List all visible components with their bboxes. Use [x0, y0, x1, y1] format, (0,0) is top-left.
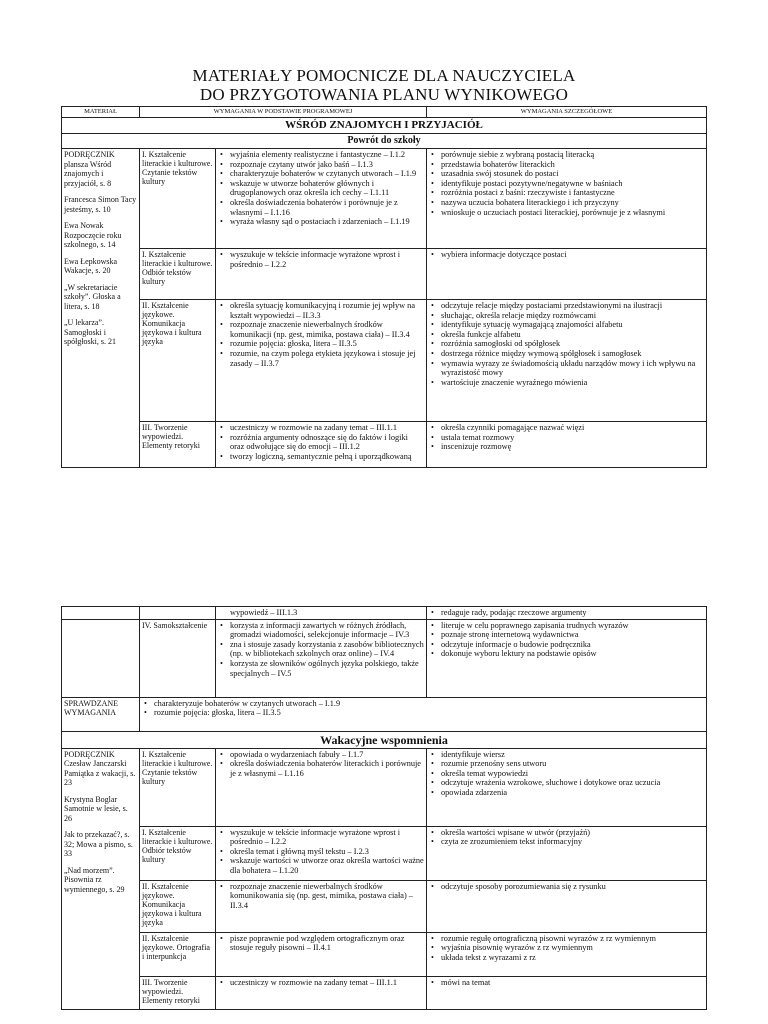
- page-title-line-1: MATERIAŁY POMOCNICZE DLA NAUCZYCIELA: [192, 66, 576, 85]
- material-text: Czesław Janczarski Pamiątka z wakacji, s. 23: [64, 759, 136, 788]
- material-item: [64, 195, 137, 214]
- checked-requirements-label: SPRAWDZANE WYMAGANIA: [62, 697, 140, 731]
- list-item: • odczytuje sposoby porozumiewania się z rysunku: [429, 882, 704, 892]
- list-item: • wyszukuje w tekście informacje wyrażone wprost i pośrednio – I.2.2: [218, 828, 424, 847]
- list-item: • odczytuje relacje między postaciami przedstawionymi na ilustracji: [429, 301, 704, 311]
- program-cell: [216, 748, 427, 826]
- table-row: [62, 932, 707, 976]
- list-item: • charakteryzuje bohaterów w czytanych utworach – I.1.9: [142, 699, 704, 709]
- program-cell-continued: wypowiedź – III.1.3: [216, 607, 427, 620]
- table-row: [62, 619, 707, 697]
- material-text: plansza Wśród znajomych i przyjaciół, s. 8: [64, 159, 112, 188]
- list-item: • rozpoznaje czytany utwór jako baśń – I.1.3: [218, 160, 424, 170]
- category-cell: I. Kształcenie literackie i kulturowe. Czytanie tekstów kultury: [140, 748, 216, 826]
- header-detailed-requirements: WYMAGANIA SZCZEGÓŁOWE: [427, 107, 707, 118]
- list-item: • określa doświadczenia bohaterów i porównuje je z własnymi – I.1.16: [218, 198, 424, 217]
- list-item: • rozpoznaje znaczenie niewerbalnych środków komunikacji (np. gest, mimika, postawa ciała) – II.3.4: [218, 320, 424, 339]
- section-subtitle-row: [62, 134, 707, 149]
- program-cell: [216, 249, 427, 300]
- list-item: • wyjaśnia pisownię wyrazów z rz wymiennym: [429, 943, 704, 953]
- program-cell: [216, 149, 427, 249]
- materials-cell: [62, 748, 140, 1009]
- category-cell: I. Kształcenie literackie i kulturowe. Odbiór tekstów kultury: [140, 826, 216, 880]
- page-title-line-2: DO PRZYGOTOWANIA PLANU WYNIKOWEGO: [199, 85, 569, 104]
- program-cell: [216, 300, 427, 422]
- material-item: [64, 221, 137, 250]
- detailed-cell: [427, 826, 707, 880]
- section-title: WŚRÓD ZNAJOMYCH I PRZYJACIÓŁ: [62, 118, 707, 134]
- material-item: [64, 283, 137, 312]
- detailed-cell: [427, 249, 707, 300]
- section-title-row: [62, 118, 707, 134]
- list-item: • wskazuje wartości w utworze oraz określa wartości ważne dla bohatera – I.1.20: [218, 856, 424, 875]
- list-item: • rozumie pojęcia: głoska, litera – II.3.5: [142, 708, 704, 718]
- list-item: • rozróżnia samogłoski od spółgłosek: [429, 339, 704, 349]
- detailed-cell: [427, 300, 707, 422]
- list-item: • układa tekst z wyrazami z rz: [429, 953, 704, 963]
- detailed-cell: [427, 976, 707, 1009]
- list-item: • wyszukuje w tekście informacje wyrażone wprost i pośrednio – I.2.2: [218, 250, 424, 269]
- material-item: [64, 750, 137, 788]
- detailed-cell: [427, 880, 707, 932]
- material-text: „U lekarza”. Samogłoski i spółgłoski, s. 21: [64, 318, 117, 346]
- list-item: • wybiera informacje dotyczące postaci: [429, 250, 704, 260]
- list-item: • przedstawia bohaterów literackich: [429, 160, 704, 170]
- list-item: • czyta ze zrozumieniem tekst informacyjny: [429, 837, 704, 847]
- list-item: • literuje w celu poprawnego zapisania trudnych wyrazów: [429, 621, 704, 631]
- list-item: • określa wartości wpisane w utwór (przyjaźń): [429, 828, 704, 838]
- detailed-cell: [427, 748, 707, 826]
- materials-cell: [62, 149, 140, 468]
- category-cell: III. Tworzenie wypowiedzi. Elementy retoryki: [140, 976, 216, 1009]
- material-label: PODRĘCZNIK: [64, 150, 115, 159]
- material-item: [64, 150, 137, 188]
- requirements-table-part-2: [61, 606, 707, 1010]
- material-item: [64, 866, 137, 895]
- list-item: • pisze poprawnie pod względem ortograficznym oraz stosuje reguły pisowni – II.4.1: [218, 934, 424, 953]
- category-cell: II. Kształcenie językowe. Komunikacja językowa i kultura języka: [140, 880, 216, 932]
- list-item: • poznaje stronę internetową wydawnictwa: [429, 630, 704, 640]
- list-item: • wartościuje znaczenie wyraźnego mówienia: [429, 378, 704, 388]
- list-item: • porównuje siebie z wybraną postacią literacką: [429, 150, 704, 160]
- list-item: • określa temat wypowiedzi: [429, 769, 704, 779]
- list-item: • rozróżnia argumenty odnoszące się do faktów i logiki oraz odwołujące się do emocji – III.1.2: [218, 433, 424, 452]
- list-item: • wskazuje w utworze bohaterów głównych i drugoplanowych oraz określa ich cechy – I.1.11: [218, 179, 424, 198]
- list-item: • rozpoznaje znaczenie niewerbalnych środków komunikowania się (np. gest, mimika, postawa ciała) – II.3.4: [218, 882, 424, 911]
- list-item: • rozumie pojęcia: głoska, litera – II.3.5: [218, 339, 424, 349]
- list-item: • wnioskuje o uczuciach postaci literackiej, porównuje je z własnymi: [429, 208, 704, 218]
- list-item: • rozumie regułę ortograficzną pisowni wyrazów z rz wymiennym: [429, 934, 704, 944]
- table-row: [62, 826, 707, 880]
- material-text: „W sekretariacie szkoły”. Głoska a litera, s. 18: [64, 282, 121, 311]
- table-row: [62, 249, 707, 300]
- detailed-cell: [427, 932, 707, 976]
- list-item: • uczestniczy w rozmowie na zadany temat – III.1.1: [218, 423, 424, 433]
- table-row: [62, 976, 707, 1009]
- material-item: [64, 257, 137, 276]
- list-item: • wyraża własny sąd o postaciach i zdarzeniach – I.1.19: [218, 217, 424, 227]
- list-item: • odczytuje wrażenia wzrokowe, słuchowe i dotykowe oraz uczucia: [429, 778, 704, 788]
- list-item: • określa funkcje alfabetu: [429, 330, 704, 340]
- material-text: Jak to przekazać?, s. 32; Mowa a pismo, s. 33: [64, 830, 133, 859]
- list-item: • mówi na temat: [429, 978, 704, 988]
- table-header-row: [62, 107, 707, 118]
- checked-requirements-cell: [140, 697, 707, 731]
- list-item: • nazywa uczucia bohatera literackiego i ich przyczyny: [429, 198, 704, 208]
- category-cell: I. Kształcenie literackie i kulturowe. Czytanie tekstów kultury: [140, 149, 216, 249]
- material-text: „Nad morzem”. Pisownia rz wymiennego, s. 29: [64, 865, 125, 894]
- material-text: Ewa Łepkowska Wakacje, s. 20: [64, 256, 118, 275]
- detailed-cell: [427, 607, 707, 620]
- category-cell: II. Kształcenie językowe. Ortografia i interpunkcja: [140, 932, 216, 976]
- list-item: • rozróżnia postaci z baśni: rzeczywiste i fantastyczne: [429, 188, 704, 198]
- list-item: • określa temat i główną myśl tekstu – I.2.3: [218, 847, 424, 857]
- list-item: • określa sytuację komunikacyjną i rozumie jej wpływ na kształt wypowiedzi – II.3.3: [218, 301, 424, 320]
- list-item: • rozumie, na czym polega etykieta językowa i stosuje jej zasady – II.3.7: [218, 349, 424, 368]
- section-title-row: [62, 731, 707, 748]
- detailed-cell: [427, 149, 707, 249]
- list-item: • uzasadnia swój stosunek do postaci: [429, 169, 704, 179]
- section-title: Wakacyjne wspomnienia: [62, 731, 707, 748]
- category-cell: I. Kształcenie literackie i kulturowe. Odbiór tekstów kultury: [140, 249, 216, 300]
- table-row: [62, 880, 707, 932]
- material-text: Francesca Simon Tacy jesteśmy, s. 10: [64, 195, 137, 214]
- program-cell: [216, 422, 427, 468]
- table-row: [62, 300, 707, 422]
- list-item: • ustala temat rozmowy: [429, 433, 704, 443]
- list-item: • rozumie przenośny sens utworu: [429, 759, 704, 769]
- list-item: • dokonuje wyboru lektury na podstawie opisów: [429, 649, 704, 659]
- material-item: [64, 318, 137, 347]
- list-item: • inscenizuje rozmowę: [429, 442, 704, 452]
- list-item: • tworzy logiczną, semantycznie pełną i uporządkowaną: [218, 452, 424, 462]
- program-cell: [216, 826, 427, 880]
- list-item: • określa czynniki pomagające nazwać więzi: [429, 423, 704, 433]
- category-cell: IV. Samokształcenie: [140, 619, 216, 697]
- list-item: • określa doświadczenia bohaterów literackich i porównuje je z własnymi – I.1.16: [218, 759, 424, 778]
- list-item: • identyfikuje wiersz: [429, 750, 704, 760]
- list-item: • redaguje rady, podając rzeczowe argumenty: [429, 608, 704, 618]
- list-item: • dostrzega różnice między wymową spółgłosek i samogłosek: [429, 349, 704, 359]
- detailed-cell: [427, 619, 707, 697]
- table-row: [62, 748, 707, 826]
- detailed-cell: [427, 422, 707, 468]
- program-cell: [216, 880, 427, 932]
- material-item: [64, 830, 137, 859]
- program-cell: [216, 619, 427, 697]
- table-row-continued: [62, 607, 707, 620]
- list-item: • identyfikuje postaci pozytywne/negatywne w baśniach: [429, 179, 704, 189]
- list-item: • opowiada o wydarzeniach fabuły – I.1.7: [218, 750, 424, 760]
- list-item: • słuchając, określa relacje między rozmówcami: [429, 311, 704, 321]
- table-row: [62, 422, 707, 468]
- list-item: • opowiada zdarzenia: [429, 788, 704, 798]
- header-material: MATERIAŁ: [62, 107, 140, 118]
- list-item: • wyjaśnia elementy realistyczne i fantastyczne – I.1.2: [218, 150, 424, 160]
- header-program-requirements: WYMAGANIA W PODSTAWIE PROGRAMOWEJ: [140, 107, 427, 118]
- requirements-table-part-1: [61, 106, 707, 468]
- list-item: • zna i stosuje zasady korzystania z zasobów bibliotecznych (np. w bibliotekach szkolnych oraz online) – IV.4: [218, 640, 424, 659]
- list-item: • korzysta z informacji zawartych w różnych źródłach, gromadzi wiadomości, selekcjonuje informacje – IV.3: [218, 621, 424, 640]
- list-item: • odczytuje informacje o budowie podręcznika: [429, 640, 704, 650]
- list-item: • korzysta ze słowników ogólnych języka polskiego, także specjalnych – IV.5: [218, 659, 424, 678]
- program-cell: [216, 976, 427, 1009]
- material-text: Ewa Nowak Rozpoczęcie roku szkolnego, s. 14: [64, 221, 122, 249]
- category-cell: II. Kształcenie językowe. Komunikacja językowa i kultura języka: [140, 300, 216, 422]
- program-cell: [216, 932, 427, 976]
- material-label: PODRĘCZNIK: [64, 749, 115, 759]
- section-subtitle: Powrót do szkoły: [62, 134, 707, 149]
- material-item: [64, 795, 137, 824]
- table-row: [62, 149, 707, 249]
- list-item: • uczestniczy w rozmowie na zadany temat – III.1.1: [218, 978, 424, 988]
- list-item: • identyfikuje sytuację wymagającą znajomości alfabetu: [429, 320, 704, 330]
- material-text: Krystyna Boglar Samotnie w lesie, s. 26: [64, 794, 128, 823]
- list-item: • wymawia wyrazy ze świadomością układu narządów mowy i ich wpływu na wyrazistość mowy: [429, 359, 704, 378]
- category-cell: III. Tworzenie wypowiedzi. Elementy retoryki: [140, 422, 216, 468]
- checked-requirements-row: [62, 697, 707, 731]
- list-item: • charakteryzuje bohaterów w czytanych utworach – I.1.9: [218, 169, 424, 179]
